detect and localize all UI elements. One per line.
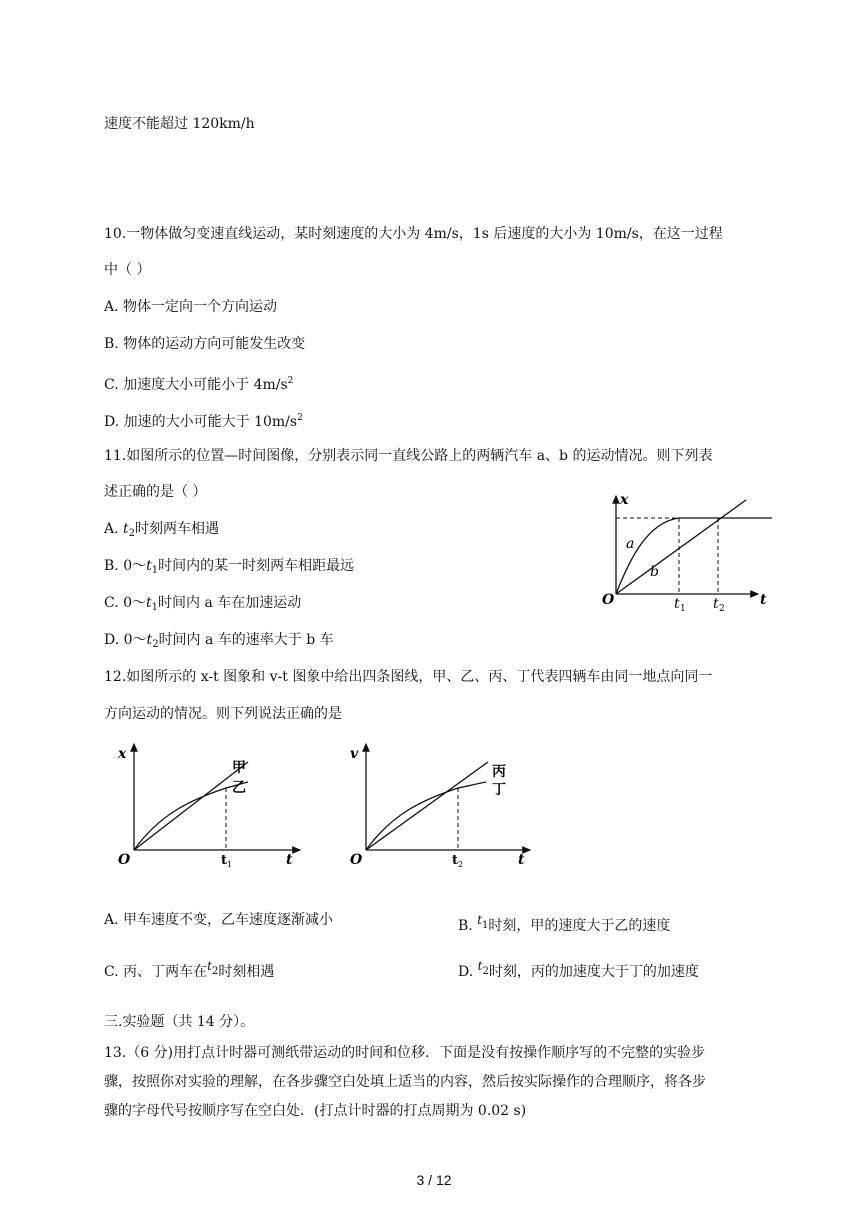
x-axis-label: t bbox=[760, 592, 767, 608]
line-bing bbox=[366, 762, 488, 850]
q12-b-sub: 1 bbox=[482, 920, 489, 931]
t2-label: t bbox=[713, 596, 719, 612]
q13-line-1: 13.（6 分)用打点计时器可测纸带运动的时间和位移．下面是没有按操作顺序写的不完整的实验步 bbox=[104, 1045, 706, 1061]
q11-d-sub: 2 bbox=[152, 639, 159, 650]
yi-label: 乙 bbox=[232, 780, 246, 796]
q11-position-time-graph bbox=[590, 488, 780, 616]
q12-option-d bbox=[458, 956, 699, 982]
q11-stem-line-1: 11.如图所示的位置—时间图像，分别表示同一直线公路上的两辆汽车 a、b 的运动情况。则下列表 bbox=[104, 448, 713, 464]
t1-label: t bbox=[221, 853, 228, 868]
x-axis-label: t bbox=[286, 852, 293, 868]
q10-option-c-sup: 2 bbox=[287, 376, 294, 386]
q11-b-t: t bbox=[146, 558, 152, 574]
line-b bbox=[616, 500, 746, 594]
q12-c-post: 时刻相遇 bbox=[218, 964, 275, 980]
x-axis-label: t bbox=[518, 852, 525, 868]
continued-text: 速度不能超过 120km/h bbox=[104, 116, 255, 132]
q13-line-2: 骤，按照你对实验的理解，在各步骤空白处填上适当的内容，然后按实际操作的合理顺序，将各步 bbox=[104, 1074, 706, 1090]
q12-vt-graph bbox=[336, 738, 536, 870]
q10-option-a: A. 物体一定向一个方向运动 bbox=[104, 299, 278, 315]
q12-d-t: t bbox=[477, 959, 483, 973]
q12-c-pre: C. 丙、丁两车在 bbox=[104, 964, 208, 980]
origin-label: O bbox=[350, 852, 363, 868]
bing-label: 丙 bbox=[492, 764, 506, 780]
q10-option-d-sup: 2 bbox=[297, 413, 303, 423]
curve-a-label: a bbox=[626, 536, 635, 552]
q12-option-b bbox=[458, 910, 670, 936]
t2-label-sub: 2 bbox=[458, 860, 464, 869]
q12-c-t: t bbox=[207, 959, 212, 973]
q12-b-post: 时刻，甲的速度大于乙的速度 bbox=[488, 918, 671, 934]
q12-xt-graph bbox=[110, 738, 310, 870]
q13-line-3: 骤的字母代号按顺序写在空白处．(打点计时器的打点周期为 0.02 s) bbox=[104, 1103, 527, 1119]
q11-option-c bbox=[104, 593, 301, 618]
page-number: 3 / 12 bbox=[416, 1172, 452, 1188]
q12-stem-line-1: 12.如图所示的 x-t 图象和 v-t 图象中给出四条图线，甲、乙、丙、丁代表四辆车由同一地点向同一 bbox=[104, 669, 713, 685]
q11-a-pre: A. bbox=[104, 521, 124, 537]
curve-ding bbox=[366, 782, 486, 850]
q12-option-a: A. 甲车速度不变，乙车速度逐渐减小 bbox=[104, 912, 334, 928]
origin-label: O bbox=[118, 852, 131, 868]
t1-label-sub: 1 bbox=[680, 604, 686, 614]
curve-a bbox=[616, 518, 772, 594]
q11-d-t: t bbox=[146, 632, 153, 648]
q11-b-pre: B. 0～ bbox=[104, 558, 147, 574]
line-b-label: b bbox=[650, 564, 659, 580]
q11-a-t: t bbox=[123, 521, 129, 537]
q12-d-pre: D. bbox=[458, 964, 478, 980]
q11-d-post: 时间内 a 车的速率大于 b 车 bbox=[158, 632, 334, 648]
q11-c-pre: C. 0～ bbox=[104, 595, 147, 611]
ding-label: 丁 bbox=[492, 782, 506, 798]
q10-stem-line-1: 10.一物体做匀变速直线运动，某时刻速度的大小为 4m/s，1s 后速度的大小为 10m/s，在这一过程 bbox=[104, 226, 723, 242]
line-jia bbox=[134, 762, 248, 850]
t1-label-sub: 1 bbox=[227, 860, 233, 869]
q11-stem-line-2: 述正确的是（ ） bbox=[104, 484, 207, 500]
q10-option-d-text: D. 加速的大小可能大于 10m/s bbox=[104, 414, 298, 430]
q11-option-d bbox=[104, 630, 334, 655]
q10-option-c-text: C. 加速度大小可能小于 4m/s bbox=[104, 377, 288, 393]
q10-stem-line-2: 中（ ） bbox=[104, 262, 151, 278]
q12-b-t: t bbox=[477, 913, 483, 927]
q12-c-sub: 2 bbox=[211, 966, 219, 977]
q11-c-t: t bbox=[146, 595, 152, 611]
q11-b-sub: 1 bbox=[151, 565, 159, 576]
q11-c-post: 时间内 a 车在加速运动 bbox=[158, 595, 302, 611]
y-axis-label: v bbox=[350, 746, 359, 762]
q12-stem-line-2: 方向运动的情况。则下列说法正确的是 bbox=[104, 706, 342, 722]
q10-option-c bbox=[104, 371, 293, 395]
q11-option-a bbox=[104, 519, 219, 544]
q10-option-d bbox=[104, 408, 303, 432]
jia-label: 甲 bbox=[232, 760, 246, 776]
q12-b-pre: B. bbox=[458, 918, 478, 934]
q12-d-post: 时刻，丙的加速度大于丁的加速度 bbox=[488, 964, 699, 980]
q11-option-b bbox=[104, 556, 354, 581]
y-axis-label: x bbox=[620, 492, 629, 508]
t2-label-sub: 2 bbox=[719, 604, 725, 614]
q11-b-post: 时间内的某一时刻两车相距最远 bbox=[158, 558, 355, 574]
t2-label: t bbox=[452, 853, 459, 868]
curve-yi bbox=[134, 782, 248, 850]
q12-d-sub: 2 bbox=[482, 966, 489, 977]
q12-option-c bbox=[104, 956, 274, 982]
q11-a-post: 时刻两车相遇 bbox=[135, 521, 220, 537]
origin-label: O bbox=[602, 592, 615, 608]
q11-a-sub: 2 bbox=[128, 528, 136, 539]
q10-option-b: B. 物体的运动方向可能发生改变 bbox=[104, 336, 306, 352]
q11-d-pre: D. 0～ bbox=[104, 632, 147, 648]
q11-c-sub: 1 bbox=[151, 602, 159, 613]
t1-label: t bbox=[674, 596, 680, 612]
y-axis-label: x bbox=[118, 746, 127, 762]
section-3-heading: 三.实验题（共 14 分）。 bbox=[104, 1014, 255, 1030]
